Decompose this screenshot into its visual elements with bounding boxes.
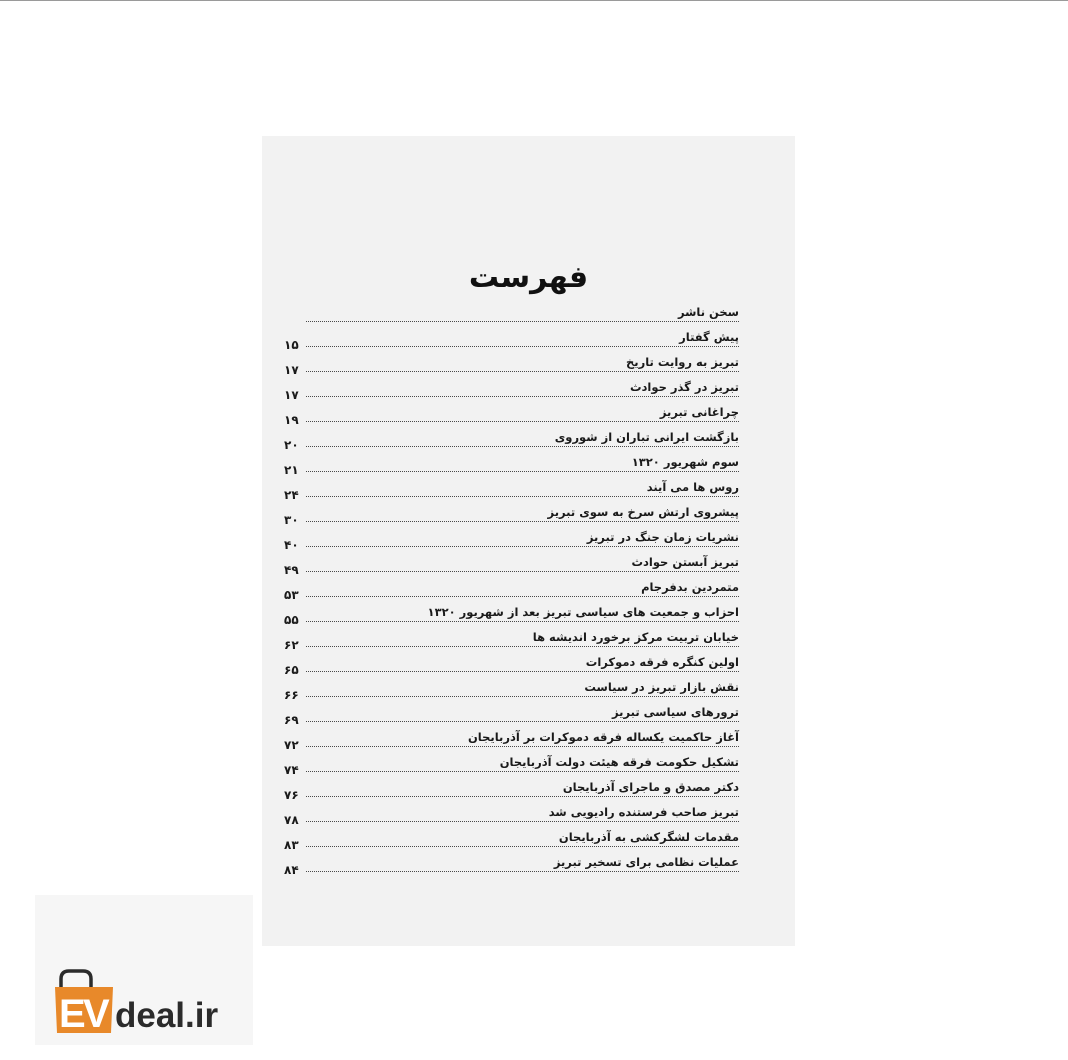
logo-mark-e: E — [59, 992, 86, 1036]
dot-leader — [306, 671, 739, 672]
toc-entry-title: روس ها می آیند — [646, 480, 739, 494]
logo-text: deal.ir — [115, 996, 219, 1035]
toc-entry — [284, 329, 739, 354]
book-page — [262, 136, 795, 946]
toc-entry-title: آغاز حاکمیت یکساله فرقه دموکرات بر آذربایجان — [467, 730, 739, 744]
toc-entry-page: ۵۵ — [284, 613, 299, 627]
toc-entry — [284, 829, 739, 854]
dot-leader — [306, 796, 739, 797]
dot-leader — [306, 696, 739, 697]
dot-leader — [306, 471, 739, 472]
toc-entry-page: ۱۷ — [284, 388, 299, 402]
toc-entry-page: ۵۳ — [284, 588, 299, 602]
toc-entry-title: دکتر مصدق و ماجرای آذربایجان — [562, 780, 739, 794]
toc-entry — [284, 429, 739, 454]
toc-entry-title: تبریز به روایت تاریخ — [625, 355, 739, 369]
bag-handle-icon — [61, 971, 91, 987]
toc-entry-title: احزاب و جمعیت های سیاسی تبریز بعد از شهریور ۱۳۲۰ — [427, 605, 739, 619]
toc-entry-title: چراغانی تبریز — [659, 405, 739, 419]
toc-entry-title: ترورهای سیاسی تبریز — [612, 705, 739, 719]
dot-leader — [306, 646, 739, 647]
toc-entry-title: عملیات نظامی برای تسخیر تبریز — [553, 855, 739, 869]
toc-entry — [284, 554, 739, 579]
toc-entry-title: تشکیل حکومت فرقه هیئت دولت آذربایجان — [499, 755, 739, 769]
toc-entry — [284, 729, 739, 754]
toc-entry — [284, 354, 739, 379]
toc-entry-title: متمردین بدفرجام — [641, 580, 739, 594]
dot-leader — [306, 396, 739, 397]
toc-entry-page: ۴۹ — [284, 563, 299, 577]
dot-leader — [306, 346, 739, 347]
dot-leader — [306, 446, 739, 447]
dot-leader — [306, 871, 739, 872]
toc-entry-page: ۷۲ — [284, 738, 299, 752]
toc-entry-title: مقدمات لشگرکشی به آذربایجان — [558, 830, 739, 844]
toc-entry-page: ۷۴ — [284, 763, 299, 777]
toc-entry-page: ۷۸ — [284, 813, 299, 827]
toc-entry-page: ۳۰ — [284, 513, 299, 527]
logo-mark-v: V — [83, 992, 110, 1036]
toc-entry — [284, 504, 739, 529]
toc-entry — [284, 604, 739, 629]
toc-entry-page: ۷۶ — [284, 788, 299, 802]
dot-leader — [306, 846, 739, 847]
toc-entry-page: ۱۷ — [284, 363, 299, 377]
dot-leader — [306, 421, 739, 422]
toc-entry-title: اولین کنگره فرقه دموکرات — [585, 655, 739, 669]
dot-leader — [306, 546, 739, 547]
toc-entry — [284, 779, 739, 804]
toc-entry — [284, 529, 739, 554]
dot-leader — [306, 721, 739, 722]
evdeal-logo-watermark — [35, 895, 253, 1045]
toc-entry — [284, 629, 739, 654]
toc-entry-title: تبریز آبستن حوادث — [631, 555, 739, 569]
dot-leader — [306, 521, 739, 522]
toc-entry-page: ۲۴ — [284, 488, 299, 502]
toc-entry — [284, 404, 739, 429]
toc-entry-title: نقش بازار تبریز در سیاست — [584, 680, 739, 694]
toc-entry — [284, 854, 739, 879]
toc-entry-title: خیابان تربیت مرکز برخورد اندیشه ها — [532, 630, 739, 644]
evdeal-logo — [53, 967, 238, 1037]
dot-leader — [306, 321, 739, 322]
toc-entry-page: ۶۵ — [284, 663, 299, 677]
toc-entry-title: پیش گفتار — [679, 330, 739, 344]
toc-entry-page: ۸۳ — [284, 838, 299, 852]
dot-leader — [306, 496, 739, 497]
toc-entry — [284, 454, 739, 479]
toc-entry-title: پیشروی ارتش سرخ به سوی تبریز — [547, 505, 739, 519]
dot-leader — [306, 771, 739, 772]
toc-entry-page: ۴۰ — [284, 538, 299, 552]
toc-entry-page: ۸۴ — [284, 863, 299, 877]
toc-entry-page: ۲۰ — [284, 438, 299, 452]
toc-title: فهرست — [468, 260, 589, 295]
toc-entry-title: سخن ناشر — [677, 305, 739, 319]
toc-entry — [284, 479, 739, 504]
toc-entry-page: ۱۵ — [284, 338, 299, 352]
toc-entry — [284, 379, 739, 404]
toc-entry — [284, 304, 739, 329]
toc-entry-title: نشریات زمان جنگ در تبریز — [586, 530, 739, 544]
toc-entry-page: ۶۹ — [284, 713, 299, 727]
toc-entry-title: سوم شهریور ۱۳۲۰ — [631, 455, 739, 469]
dot-leader — [306, 596, 739, 597]
dot-leader — [306, 746, 739, 747]
toc-entry-page: ۱۹ — [284, 413, 299, 427]
toc-entry-page: ۶۲ — [284, 638, 299, 652]
toc-entry — [284, 654, 739, 679]
toc-entry — [284, 704, 739, 729]
toc-entry-page: ۲۱ — [284, 463, 299, 477]
top-divider — [0, 0, 1068, 1]
dot-leader — [306, 821, 739, 822]
toc-entry-title: تبریز در گذر حوادث — [629, 380, 739, 394]
dot-leader — [306, 621, 739, 622]
dot-leader — [306, 371, 739, 372]
toc-entry — [284, 679, 739, 704]
toc-entry — [284, 804, 739, 829]
toc-entry-title: تبریز صاحب فرستنده رادیویی شد — [548, 805, 739, 819]
toc-entry-page: ۶۶ — [284, 688, 299, 702]
toc-entry — [284, 754, 739, 779]
dot-leader — [306, 571, 739, 572]
toc-entry-title: بازگشت ایرانی تباران از شوروی — [554, 430, 739, 444]
toc-entry — [284, 579, 739, 604]
toc-list — [262, 304, 795, 884]
